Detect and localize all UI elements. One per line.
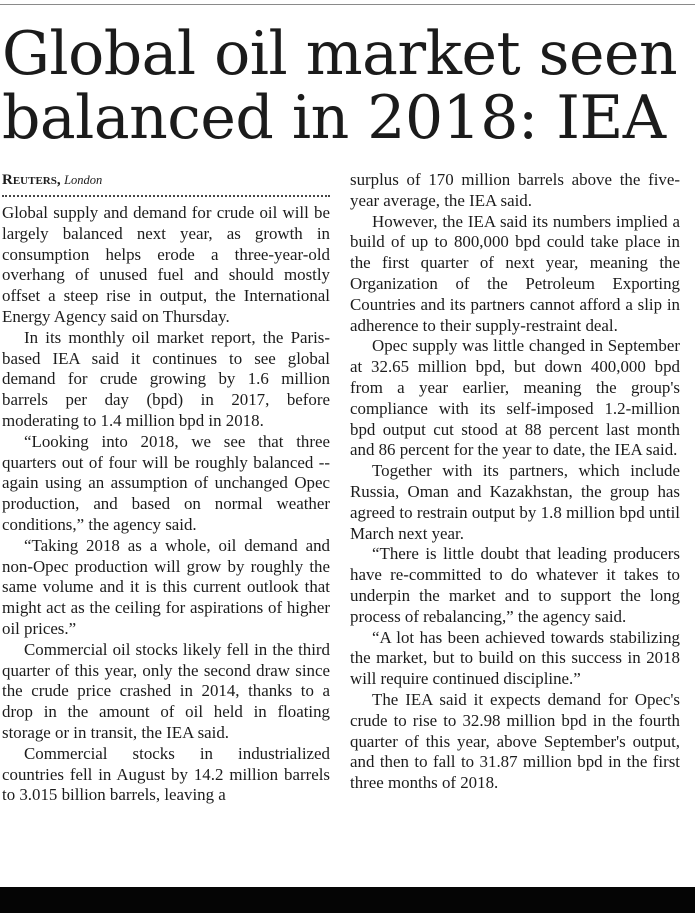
- paragraph: Opec supply was little changed in September at 32.65 million bpd, but down 400,000 bpd from a year earlier, meaning the group's compliance with its self-imposed 1.2-million bpd output cut stood at 88 percent last month and 86 percent for the year to date, the IEA said.: [350, 336, 680, 460]
- dotted-divider: [2, 195, 330, 197]
- top-rule: [0, 4, 695, 5]
- byline-place: London: [64, 173, 103, 187]
- bottom-band: [0, 887, 695, 913]
- byline-agency: Reuters,: [2, 172, 61, 188]
- byline: [2, 170, 330, 191]
- article-column-right: [350, 170, 680, 794]
- paragraph: Commercial oil stocks likely fell in the third quarter of this year, only the second draw since the crude price crashed in 2014, thanks to a drop in the amount of oil held in floating storage or in transit, the IEA said.: [2, 639, 330, 742]
- article-column-left: [2, 170, 330, 806]
- paragraph: surplus of 170 million barrels above the five-year average, the IEA said.: [350, 170, 680, 210]
- paragraph: “Looking into 2018, we see that three quarters out of four will be roughly balanced -- again using an assumption of unchanged Opec production, and based on normal weather conditions,” the agency said.: [2, 431, 330, 534]
- paragraph: Together with its partners, which include Russia, Oman and Kazakhstan, the group has agreed to restrain output by 1.8 million bpd until March next year.: [350, 461, 680, 543]
- paragraph: Global supply and demand for crude oil will be largely balanced next year, as growth in consumption helps erode a three-year-old overhang of unused fuel and should mostly offset a steep rise in output, the International Energy Agency said on Thursday.: [2, 203, 330, 326]
- paragraph: Commercial stocks in industrialized countries fell in August by 14.2 million barrels to 3.015 billion barrels, leaving a: [2, 743, 330, 805]
- paragraph: The IEA said it expects demand for Opec's crude to rise to 32.98 million bpd in the fourth quarter of this year, above September's output, and then to fall to 31.87 million bpd in the first three months of 2018.: [350, 689, 680, 793]
- paragraph: However, the IEA said its numbers implied a build of up to 800,000 bpd could take place in the first quarter of next year, meaning the Organization of the Petroleum Exporting Countries and its partners cannot afford a slip in adherence to their supply-restraint deal.: [350, 211, 680, 335]
- headline: Global oil market seen balanced in 2018: IEA: [2, 19, 678, 153]
- paragraph: “A lot has been achieved towards stabilizing the market, but to build on this success in 2018 will require continued discipline.”: [350, 627, 680, 689]
- paragraph: “Taking 2018 as a whole, oil demand and non-Opec production will grow by roughly the same volume and it is this current outlook that might act as the ceiling for aspirations of higher oil prices.”: [2, 535, 330, 638]
- paragraph: In its monthly oil market report, the Paris-based IEA said it continues to see global demand for crude growing by 1.6 million barrels per day (bpd) in 2017, before moderating to 1.4 million bpd in 2018.: [2, 327, 330, 430]
- paragraph: “There is little doubt that leading producers have re-committed to do whatever it takes to underpin the market and to support the long process of rebalancing,” the agency said.: [350, 544, 680, 626]
